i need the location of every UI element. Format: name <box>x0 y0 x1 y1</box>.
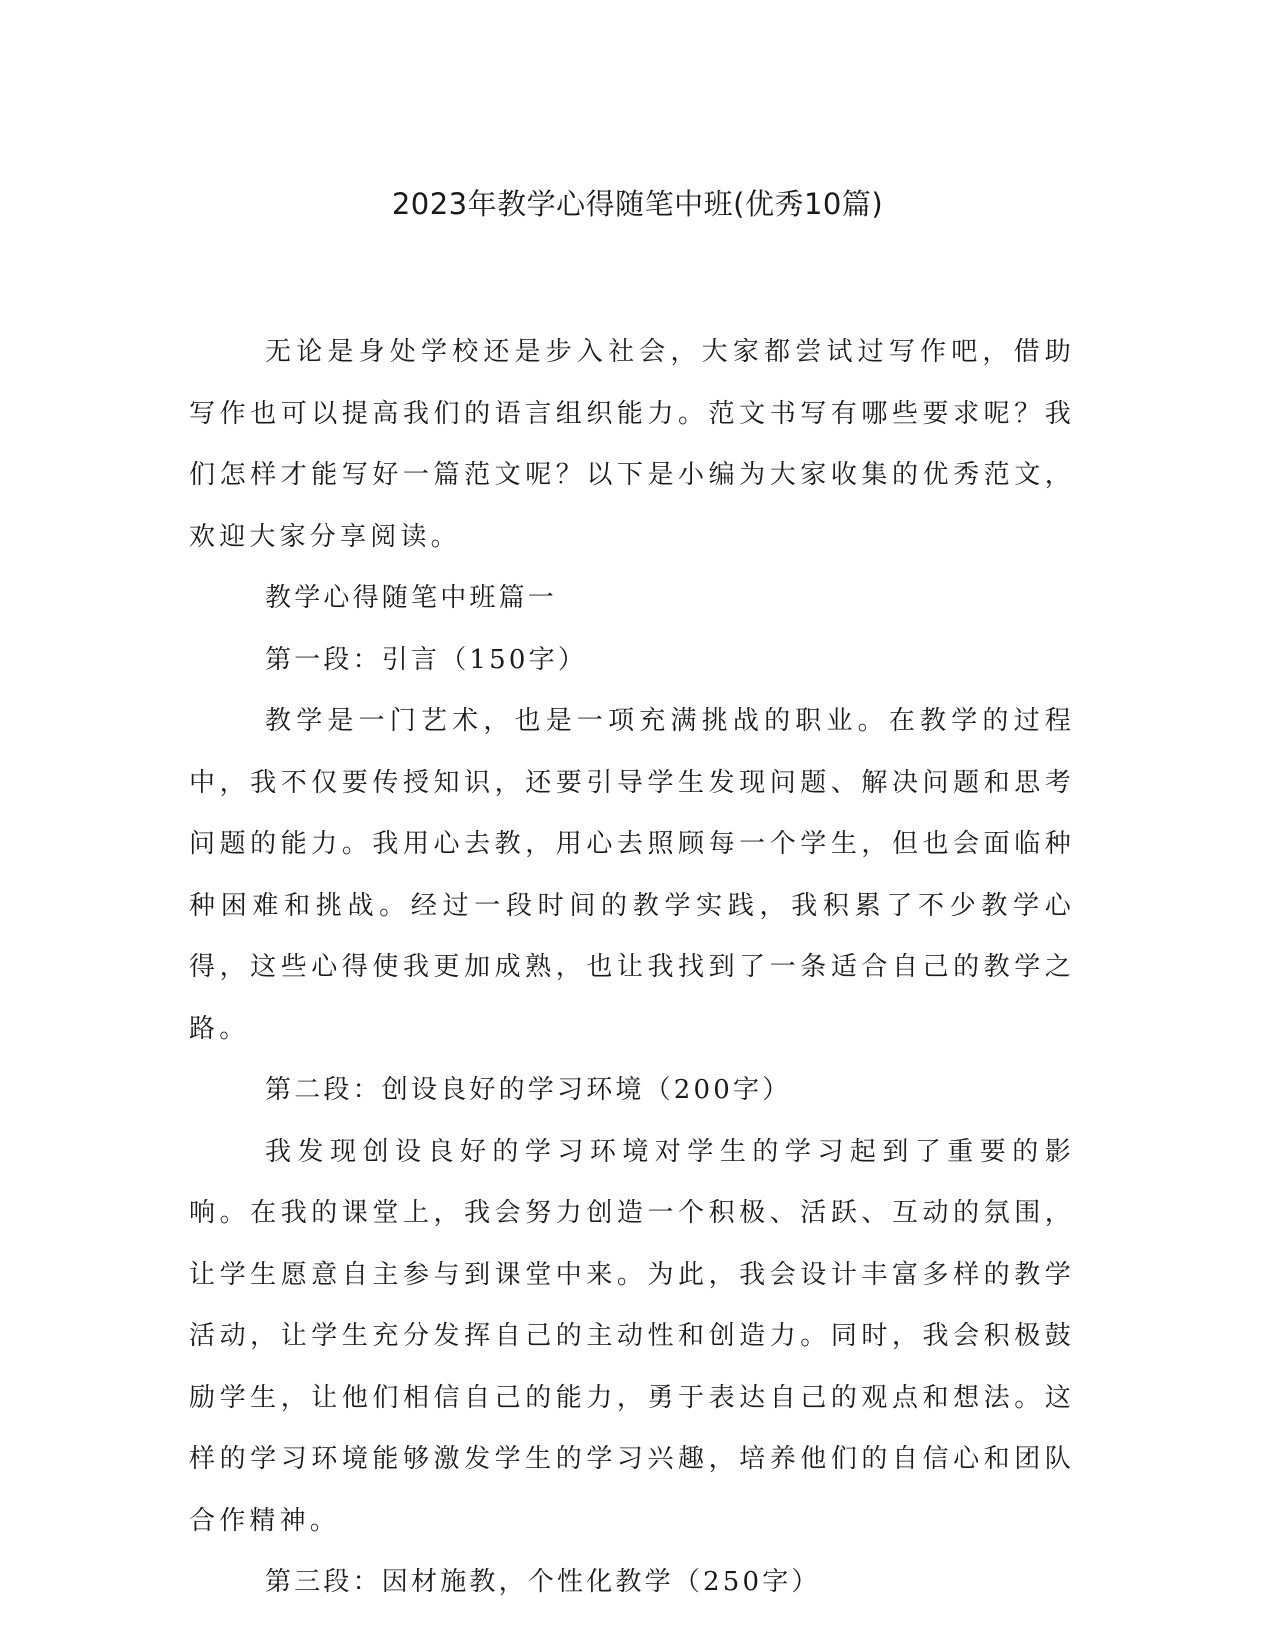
section-2-paragraph: 我发现创设良好的学习环境对学生的学习起到了重要的影响。在我的课堂上，我会努力创造一个积极、活跃、互动的氛围，让学生愿意自主参与到课堂中来。为此，我会设计丰富多样的教学活动，让学生充分发挥自己的主动性和创造力。同时，我会积极鼓励学生，让他们相信自己的能力，勇于表达自己的观点和想法。这样的学习环境能够激发学生的学习兴趣，培养他们的自信心和团队合作精神。 <box>189 1136 1075 1536</box>
document-body <box>189 322 1075 1614</box>
section-2-heading: 第二段：创设良好的学习环境（200字） <box>265 1075 792 1105</box>
article-title: 教学心得随笔中班篇一 <box>265 583 558 613</box>
section-1-heading: 第一段：引言（150字） <box>265 644 588 675</box>
section-1-paragraph: 教学是一门艺术，也是一项充满挑战的职业。在教学的过程中，我不仅要传授知识，还要引导学生发现问题、解决问题和思考问题的能力。我用心去教，用心去照顾每一个学生，但也会面临种种困难和挑战。经过一段时间的教学实践，我积累了不少教学心得，这些心得使我更加成熟，也让我找到了一条适合自己的教学之路。 <box>189 706 1075 1044</box>
document-title: 2023年教学心得随笔中班(优秀10篇) <box>391 187 884 221</box>
intro-paragraph: 无论是身处学校还是步入社会，大家都尝试过写作吧，借助写作也可以提高我们的语言组织能力。范文书写有哪些要求呢？我们怎样才能写好一篇范文呢？以下是小编为大家收集的优秀范文，欢迎大家分享阅读。 <box>189 337 1075 552</box>
section-3-heading: 第三段：因材施教，个性化教学（250字） <box>265 1567 821 1597</box>
